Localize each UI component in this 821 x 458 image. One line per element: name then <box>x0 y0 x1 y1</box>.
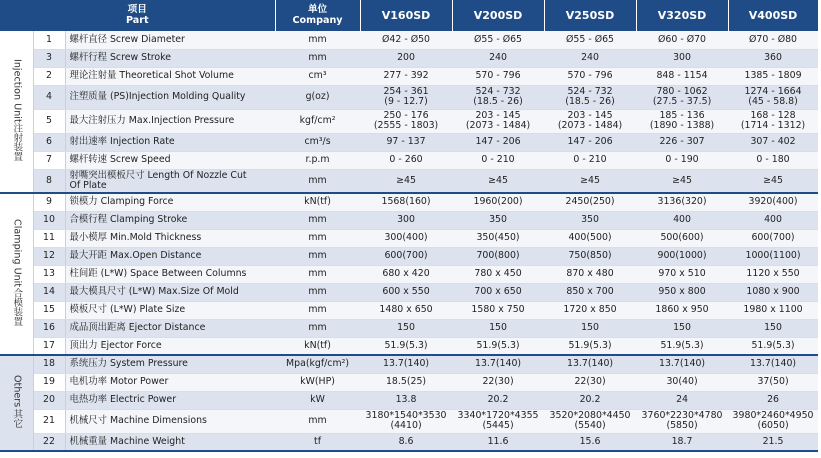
row-number: 2 <box>33 67 65 85</box>
group-label-en: Clamping Unit <box>11 218 23 287</box>
table-row <box>0 355 818 373</box>
row-unit: Mpa(kgf/cm²) <box>275 355 360 373</box>
part-header <box>0 0 275 31</box>
value-line: 1274 - 1664 <box>744 86 802 98</box>
row-unit: mm <box>275 301 360 319</box>
value-cell: 570 - 796 <box>544 67 636 85</box>
table-row <box>0 283 818 301</box>
value-cell: ≥45 <box>636 169 728 193</box>
group-label-zh: 合模装置 <box>11 287 23 327</box>
value-cell <box>636 109 728 133</box>
value-cell: 700 x 650 <box>452 283 544 301</box>
row-label: 最大开距 Max.Open Distance <box>65 247 275 265</box>
value-cell: 500(600) <box>636 229 728 247</box>
row-number: 6 <box>33 133 65 151</box>
row-unit: r.p.m <box>275 151 360 169</box>
row-label: 电机功率 Motor Power <box>65 373 275 391</box>
value-cell: ≥45 <box>728 169 818 193</box>
table-row <box>0 67 818 85</box>
value-cell: 1580 x 750 <box>452 301 544 319</box>
value-cell <box>360 409 452 433</box>
value-cell <box>636 409 728 433</box>
value-cell <box>728 409 818 433</box>
value-cell: 13.8 <box>360 391 452 409</box>
unit-header <box>275 0 360 31</box>
value-line: 3340*1720*4355 <box>457 410 539 422</box>
part-header-zh: 项目 <box>127 4 147 16</box>
value-line: (2555 - 1803) <box>373 120 439 131</box>
table-row <box>0 169 818 193</box>
value-cell: 700(800) <box>452 247 544 265</box>
model-header: V160SD <box>360 0 452 31</box>
value-cell: 300(400) <box>360 229 452 247</box>
value-cell: ≥45 <box>544 169 636 193</box>
value-line: (1714 - 1312) <box>740 120 806 131</box>
value-line: (27.5 - 37.5) <box>652 96 712 107</box>
table-row <box>0 151 818 169</box>
row-number: 9 <box>33 193 65 211</box>
value-cell: 13.7(140) <box>636 355 728 373</box>
value-cell: 15.6 <box>544 433 636 451</box>
row-label: 最小模厚 Min.Mold Thickness <box>65 229 275 247</box>
spec-table-body <box>0 31 818 451</box>
value-cell: 147 - 206 <box>452 133 544 151</box>
value-line: (18.5 - 26) <box>565 96 615 107</box>
value-cell: 30(40) <box>636 373 728 391</box>
value-cell: 11.6 <box>452 433 544 451</box>
value-cell <box>360 109 452 133</box>
value-cell: 51.9(5.3) <box>544 337 636 355</box>
row-unit: cm³/s <box>275 133 360 151</box>
value-cell: Ø42 - Ø50 <box>360 31 452 49</box>
value-cell: 600(700) <box>360 247 452 265</box>
value-cell: 1080 x 900 <box>728 283 818 301</box>
value-line: 254 - 361 <box>383 86 429 98</box>
value-cell <box>636 85 728 109</box>
row-number: 22 <box>33 433 65 451</box>
row-unit: mm <box>275 247 360 265</box>
value-cell: 1120 x 550 <box>728 265 818 283</box>
value-line: (5850) <box>666 420 698 431</box>
row-label: 螺杆直径 Screw Diameter <box>65 31 275 49</box>
row-number: 19 <box>33 373 65 391</box>
value-cell: 400 <box>728 211 818 229</box>
value-cell: 750(850) <box>544 247 636 265</box>
row-unit: mm <box>275 31 360 49</box>
value-cell: 37(50) <box>728 373 818 391</box>
table-row <box>0 133 818 151</box>
value-cell: 850 x 700 <box>544 283 636 301</box>
value-cell: 307 - 402 <box>728 133 818 151</box>
value-cell <box>452 85 544 109</box>
table-row <box>0 85 818 109</box>
table-row <box>0 319 818 337</box>
row-number: 12 <box>33 247 65 265</box>
value-line: 524 - 732 <box>567 86 613 98</box>
value-cell: 8.6 <box>360 433 452 451</box>
value-line: 3180*1540*3530 <box>365 410 447 422</box>
value-cell: 97 - 137 <box>360 133 452 151</box>
value-cell: 0 - 210 <box>544 151 636 169</box>
row-label: 射出速率 Injection Rate <box>65 133 275 151</box>
value-cell: 1000(1100) <box>728 247 818 265</box>
table-row <box>0 391 818 409</box>
value-cell: 150 <box>452 319 544 337</box>
value-cell: 240 <box>452 49 544 67</box>
value-line: 250 - 176 <box>383 110 429 122</box>
row-label: 机械重量 Machine Weight <box>65 433 275 451</box>
row-label-line: 射嘴突出模板尺寸 Length Of Nozzle Cut <box>69 169 247 181</box>
value-line: 3980*2460*4950 <box>732 410 814 422</box>
value-line: (6050) <box>757 420 789 431</box>
value-cell: 300 <box>360 211 452 229</box>
value-line: (5445) <box>482 420 514 431</box>
value-cell <box>544 85 636 109</box>
row-label: 电热功率 Electric Power <box>65 391 275 409</box>
row-number: 14 <box>33 283 65 301</box>
model-header: V250SD <box>544 0 636 31</box>
value-line: 3760*2230*4780 <box>641 410 723 422</box>
value-line: 3520*2080*4450 <box>549 410 631 422</box>
value-cell: ≥45 <box>452 169 544 193</box>
table-row <box>0 265 818 283</box>
row-label: 螺杆行程 Screw Stroke <box>65 49 275 67</box>
row-label: 螺杆转速 Screw Speed <box>65 151 275 169</box>
row-unit: kN(tf) <box>275 337 360 355</box>
value-cell: 226 - 307 <box>636 133 728 151</box>
row-label: 最大注射压力 Max.Injection Pressure <box>65 109 275 133</box>
row-number: 16 <box>33 319 65 337</box>
row-unit: mm <box>275 283 360 301</box>
value-cell: 1960(200) <box>452 193 544 211</box>
value-cell: 600(700) <box>728 229 818 247</box>
value-cell: 200 <box>360 49 452 67</box>
value-cell: 1568(160) <box>360 193 452 211</box>
table-row <box>0 409 818 433</box>
value-cell: 18.7 <box>636 433 728 451</box>
row-number: 18 <box>33 355 65 373</box>
value-cell: 680 x 420 <box>360 265 452 283</box>
value-cell: 970 x 510 <box>636 265 728 283</box>
part-header-en: Part <box>125 14 149 26</box>
value-line: 203 - 145 <box>475 110 521 122</box>
value-cell: 24 <box>636 391 728 409</box>
value-cell: 26 <box>728 391 818 409</box>
value-cell: 900(1000) <box>636 247 728 265</box>
group-label-zh: 注射装置 <box>11 123 23 162</box>
value-cell: 3920(400) <box>728 193 818 211</box>
value-cell: 18.5(25) <box>360 373 452 391</box>
value-cell: 400(500) <box>544 229 636 247</box>
table-row <box>0 301 818 319</box>
value-cell: 51.9(5.3) <box>360 337 452 355</box>
value-cell: 0 - 210 <box>452 151 544 169</box>
row-unit: g(oz) <box>275 85 360 109</box>
row-unit: mm <box>275 211 360 229</box>
value-cell: Ø55 - Ø65 <box>452 31 544 49</box>
value-cell: 600 x 550 <box>360 283 452 301</box>
value-line: (2073 - 1484) <box>465 120 531 131</box>
value-cell: 0 - 260 <box>360 151 452 169</box>
value-cell <box>452 409 544 433</box>
row-unit: mm <box>275 265 360 283</box>
value-cell: 1720 x 850 <box>544 301 636 319</box>
row-number: 11 <box>33 229 65 247</box>
value-cell: 240 <box>544 49 636 67</box>
row-number: 7 <box>33 151 65 169</box>
row-label: 模板尺寸 (L*W) Plate Size <box>65 301 275 319</box>
table-row <box>0 31 818 49</box>
value-cell: 300 <box>636 49 728 67</box>
value-line: 780 - 1062 <box>656 86 708 98</box>
row-label-line: Of Plate <box>69 179 107 191</box>
value-cell: 350 <box>452 211 544 229</box>
value-cell: 870 x 480 <box>544 265 636 283</box>
value-line: (45 - 58.8) <box>748 96 798 107</box>
row-number: 15 <box>33 301 65 319</box>
group-label-en: Injection Unit <box>11 58 23 123</box>
value-cell: 1980 x 1100 <box>728 301 818 319</box>
value-cell: 2450(250) <box>544 193 636 211</box>
value-line: (18.5 - 26) <box>473 96 523 107</box>
value-cell <box>360 85 452 109</box>
value-cell: 22(30) <box>452 373 544 391</box>
header-row <box>0 0 818 31</box>
row-number: 8 <box>33 169 65 193</box>
group-label-injection <box>0 31 33 193</box>
value-cell: 350 <box>544 211 636 229</box>
model-header: V400SD <box>728 0 818 31</box>
row-label: 柱间距 (L*W) Space Between Columns <box>65 265 275 283</box>
group-label-en: Others <box>11 375 23 408</box>
table-row <box>0 109 818 133</box>
row-number: 20 <box>33 391 65 409</box>
row-unit: mm <box>275 409 360 433</box>
value-line: (4410) <box>390 420 422 431</box>
row-number: 17 <box>33 337 65 355</box>
table-row <box>0 247 818 265</box>
row-label: 锁模力 Clamping Force <box>65 193 275 211</box>
row-label: 顶出力 Ejector Force <box>65 337 275 355</box>
row-unit: kW <box>275 391 360 409</box>
row-unit: mm <box>275 169 360 193</box>
value-cell <box>728 109 818 133</box>
value-cell: 150 <box>360 319 452 337</box>
row-label: 机械尺寸 Machine Dimensions <box>65 409 275 433</box>
value-cell: 350(450) <box>452 229 544 247</box>
row-label <box>65 169 275 193</box>
value-cell: 51.9(5.3) <box>452 337 544 355</box>
value-line: (2073 - 1484) <box>557 120 623 131</box>
table-row <box>0 373 818 391</box>
value-cell: 51.9(5.3) <box>728 337 818 355</box>
value-cell: 3136(320) <box>636 193 728 211</box>
row-unit: cm³ <box>275 67 360 85</box>
value-cell <box>544 409 636 433</box>
value-cell: 13.7(140) <box>452 355 544 373</box>
row-number: 1 <box>33 31 65 49</box>
value-cell: 1860 x 950 <box>636 301 728 319</box>
row-number: 13 <box>33 265 65 283</box>
value-cell: 0 - 190 <box>636 151 728 169</box>
value-cell: Ø70 - Ø80 <box>728 31 818 49</box>
value-line: 168 - 128 <box>750 110 796 122</box>
value-cell: 1385 - 1809 <box>728 67 818 85</box>
value-cell: 570 - 796 <box>452 67 544 85</box>
row-unit: mm <box>275 229 360 247</box>
row-label: 理论注射量 Theoretical Shot Volume <box>65 67 275 85</box>
table-row <box>0 433 818 451</box>
value-cell <box>452 109 544 133</box>
value-cell: 950 x 800 <box>636 283 728 301</box>
value-line: 524 - 732 <box>475 86 521 98</box>
value-cell: 13.7(140) <box>544 355 636 373</box>
row-label: 注塑质量 (PS)Injection Molding Quality <box>65 85 275 109</box>
row-label: 系统压力 System Pressure <box>65 355 275 373</box>
table-row <box>0 49 818 67</box>
value-cell: 20.2 <box>452 391 544 409</box>
row-number: 3 <box>33 49 65 67</box>
value-cell: 277 - 392 <box>360 67 452 85</box>
value-cell: 360 <box>728 49 818 67</box>
value-cell: 13.7(140) <box>360 355 452 373</box>
value-line: 203 - 145 <box>567 110 613 122</box>
row-number: 5 <box>33 109 65 133</box>
table-row <box>0 193 818 211</box>
row-number: 21 <box>33 409 65 433</box>
value-cell: ≥45 <box>360 169 452 193</box>
value-cell: 400 <box>636 211 728 229</box>
row-unit: mm <box>275 49 360 67</box>
value-cell: 0 - 180 <box>728 151 818 169</box>
row-unit: kgf/cm² <box>275 109 360 133</box>
value-cell: 780 x 450 <box>452 265 544 283</box>
value-line: (5540) <box>574 420 606 431</box>
row-unit: tf <box>275 433 360 451</box>
value-line: (9 - 12.7) <box>384 96 428 107</box>
row-number: 4 <box>33 85 65 109</box>
value-cell: Ø60 - Ø70 <box>636 31 728 49</box>
row-number: 10 <box>33 211 65 229</box>
value-cell: 150 <box>636 319 728 337</box>
value-cell: 150 <box>544 319 636 337</box>
group-label-clamping <box>0 193 33 355</box>
row-label: 合模行程 Clamping Stroke <box>65 211 275 229</box>
row-label: 成品顶出距离 Ejector Distance <box>65 319 275 337</box>
table-row <box>0 337 818 355</box>
value-cell: 147 - 206 <box>544 133 636 151</box>
row-unit: mm <box>275 319 360 337</box>
value-cell: 22(30) <box>544 373 636 391</box>
table-row <box>0 229 818 247</box>
value-cell <box>728 85 818 109</box>
table-row <box>0 211 818 229</box>
value-cell: 13.7(140) <box>728 355 818 373</box>
model-header: V320SD <box>636 0 728 31</box>
value-cell <box>544 109 636 133</box>
value-cell: 848 - 1154 <box>636 67 728 85</box>
model-header: V200SD <box>452 0 544 31</box>
value-line: 185 - 136 <box>659 110 705 122</box>
value-cell: Ø55 - Ø65 <box>544 31 636 49</box>
value-cell: 150 <box>728 319 818 337</box>
unit-header-zh: 单位 <box>307 4 328 16</box>
row-label: 最大模具尺寸 (L*W) Max.Size Of Mold <box>65 283 275 301</box>
row-unit: kN(tf) <box>275 193 360 211</box>
value-line: (1890 - 1388) <box>649 120 715 131</box>
group-label-zh: 其它 <box>11 408 23 428</box>
value-cell: 51.9(5.3) <box>636 337 728 355</box>
value-cell: 21.5 <box>728 433 818 451</box>
value-cell: 1480 x 650 <box>360 301 452 319</box>
unit-header-en: Company <box>292 14 343 26</box>
value-cell: 20.2 <box>544 391 636 409</box>
row-unit: kW(HP) <box>275 373 360 391</box>
group-label-others <box>0 355 33 451</box>
